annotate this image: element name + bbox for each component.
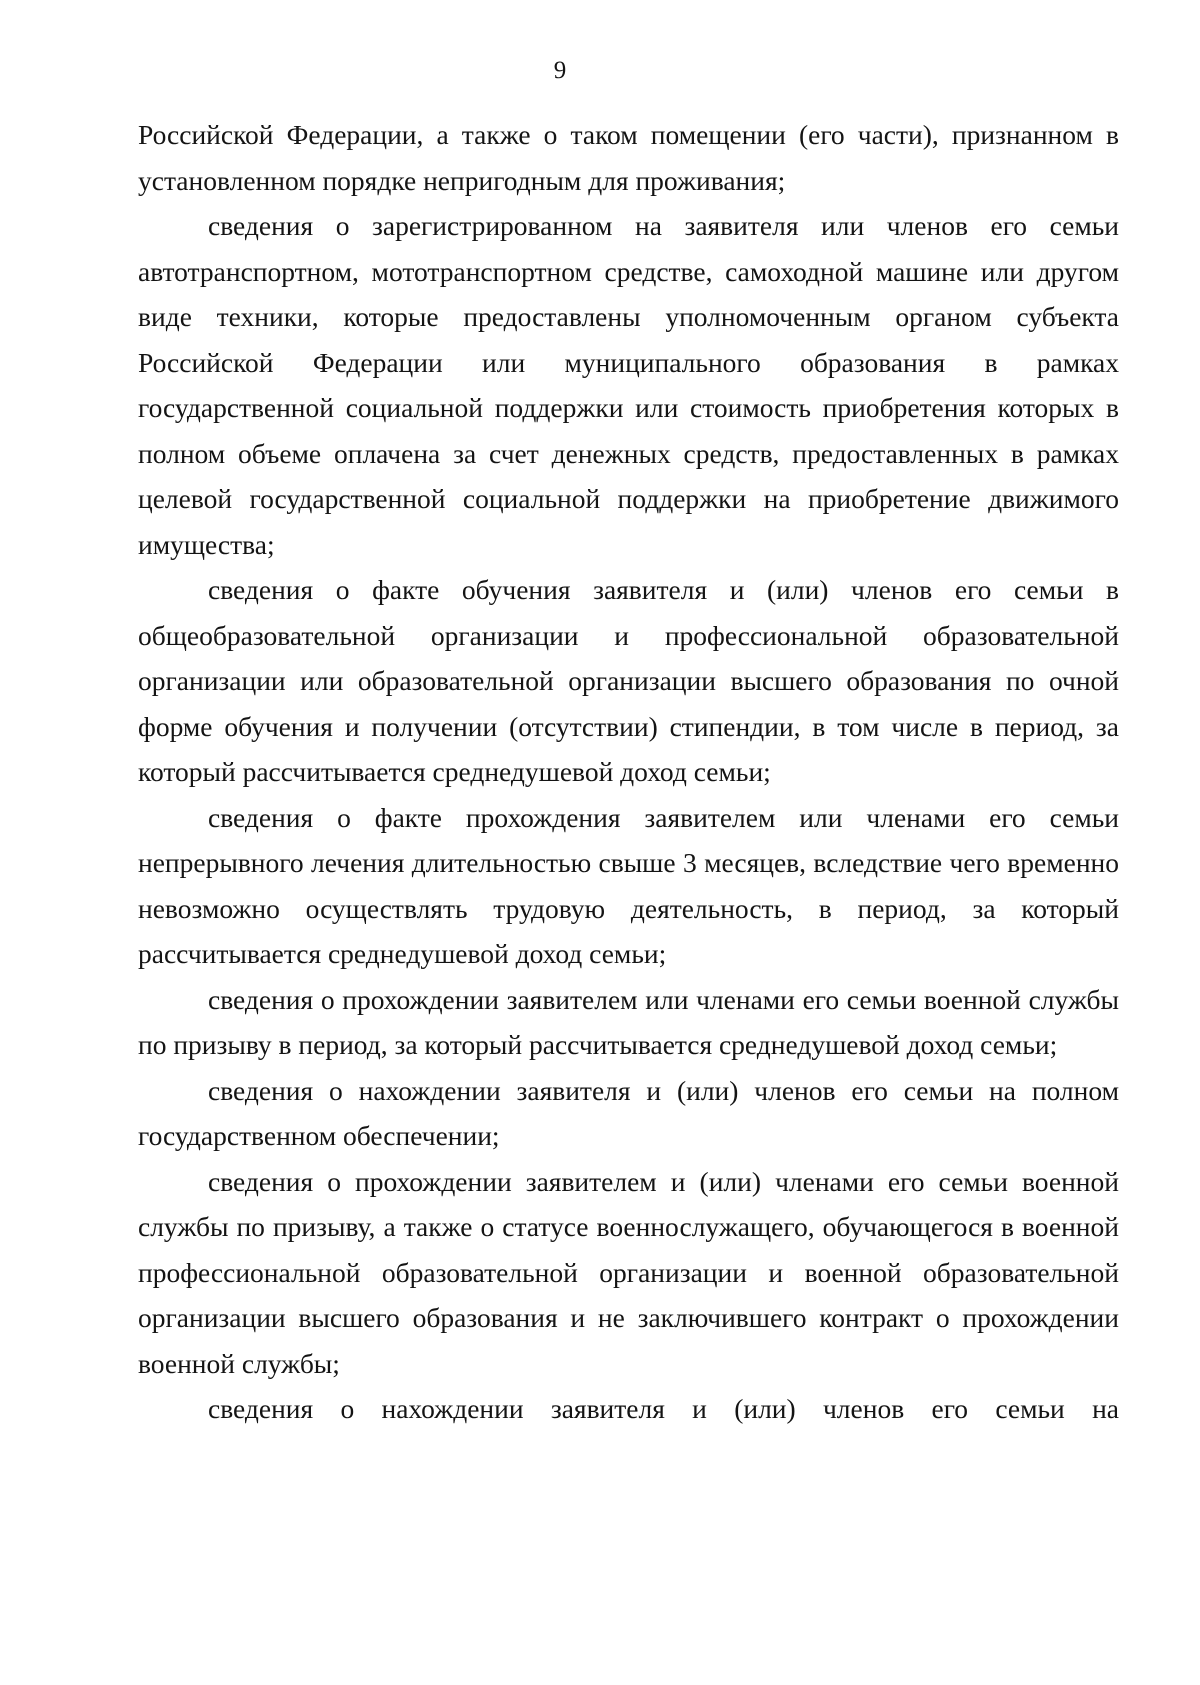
paragraph-vehicles-info: сведения о зарегистрированном на заявителя или членов его семьи автотранспортном, мототранспортном средстве, самоходной машине или другом виде техники, которые предоставлены уполномоченным органом субъекта Российской Федерации или муниципального образования в рамках государственной социальной поддержки или стоимость приобретения которых в полном объеме оплачена за счет денежных средств, предоставленных в рамках целевой государственной социальной поддержки на приобретение движимого имущества; [138, 210, 1119, 560]
paragraph-residence-info: сведения о нахождении заявителя и (или) членов его семьи на [208, 1393, 1119, 1424]
paragraph-military-student-info: сведения о прохождении заявителем и (или) членами его семьи военной службы по призыву, а также о статусе военнослужащего, обучающегося в военной профессиональной образовательной организации и военной образовательной организации высшего образования и не заключившего контракт о прохождении военной службы; [138, 1165, 1119, 1379]
paragraph-treatment-info: сведения о факте прохождения заявителем или членами его семьи непрерывного лечения длительностью свыше 3 месяцев, вследствие чего временно невозможно осуществлять трудовую деятельность, в период, за который рассчитывается среднедушевой доход семьи; [138, 801, 1119, 969]
page-number: 9 [553, 57, 567, 84]
paragraph-continuation: Российской Федерации, а также о таком помещении (его части), признанном в установленном порядке непригодным для проживания; [138, 119, 1119, 196]
paragraph-education-info: сведения о факте обучения заявителя и (или) членов его семьи в общеобразовательной организации и профессиональной образовательной организации или образовательной организации высшего образования по очной форме обучения и получении (отсутствии) стипендии, в том числе в период, за который рассчитывается среднедушевой доход семьи; [138, 574, 1119, 787]
paragraph-military-service-info: сведения о прохождении заявителем или членами его семьи военной службы по призыву в период, за который рассчитывается среднедушевой доход семьи; [138, 983, 1119, 1060]
paragraph-state-support-info: сведения о нахождении заявителя и (или) членов его семьи на полном государственном обеспечении; [138, 1074, 1119, 1151]
document-body [138, 112, 1119, 1432]
